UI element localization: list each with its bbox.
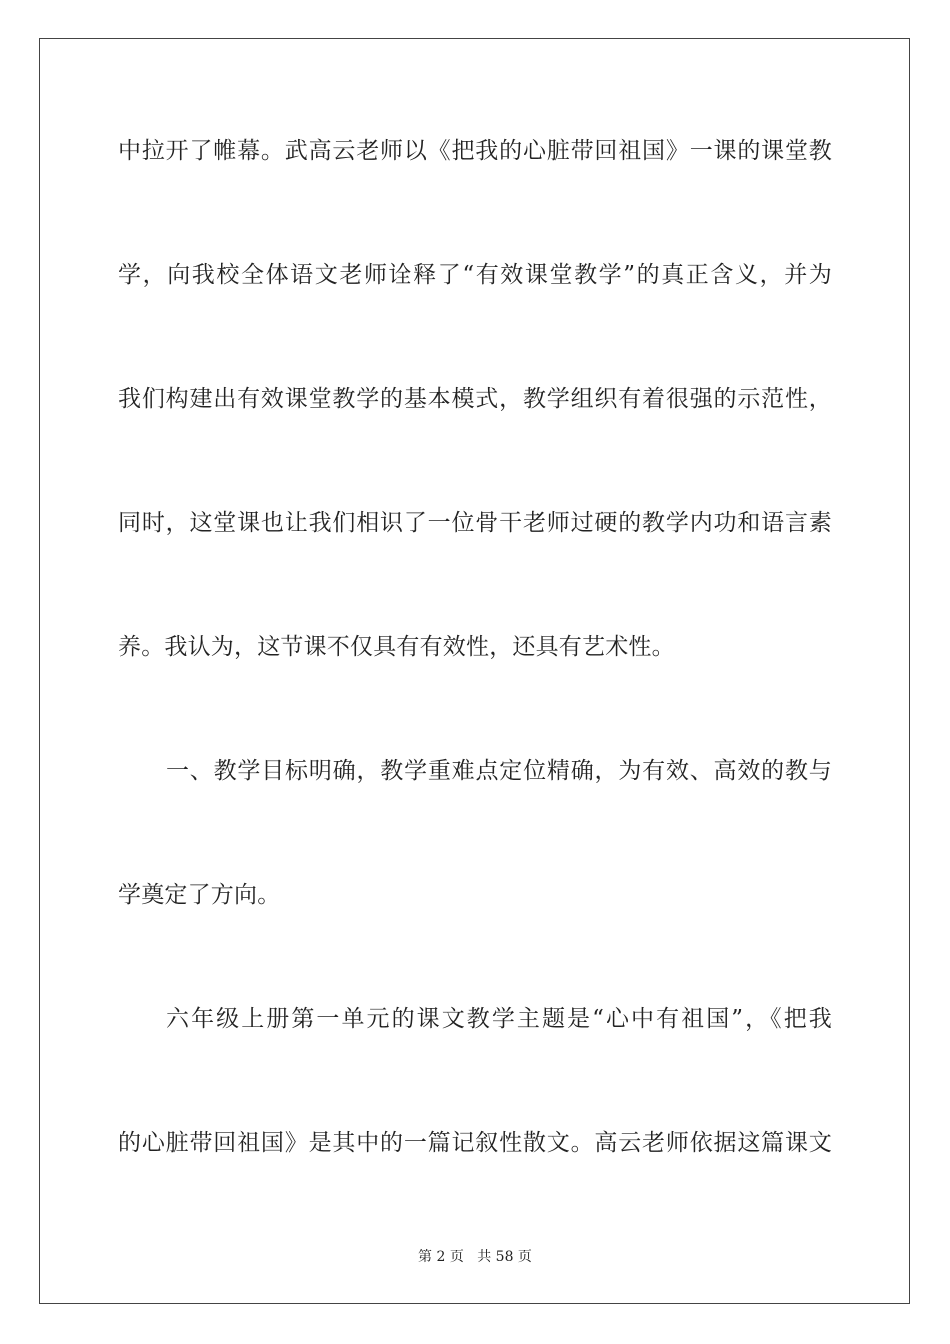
paragraph-line-5: 养。我认为，这节课不仅具有有效性，还具有艺术性。 bbox=[118, 634, 675, 660]
page-frame bbox=[39, 38, 910, 1304]
paragraph-line-8: 六年级上册第一单元的课文教学主题是“心中有祖国”，《把我 bbox=[166, 1006, 832, 1032]
page-number: 第 2 页 bbox=[418, 1249, 464, 1265]
paragraph-line-3: 我们构建出有效课堂教学的基本模式，教学组织有着很强的示范性， bbox=[118, 386, 832, 412]
paragraph-line-1: 中拉开了帷幕。武高云老师以《把我的心脏带回祖国》一课的课堂教 bbox=[118, 138, 832, 164]
paragraph-line-7: 学奠定了方向。 bbox=[118, 882, 281, 908]
paragraph-line-6: 一、教学目标明确，教学重难点定位精确，为有效、高效的教与 bbox=[166, 758, 832, 784]
page-total: 共 58 页 bbox=[477, 1249, 532, 1265]
paragraph-line-9: 的心脏带回祖国》是其中的一篇记叙性散文。高云老师依据这篇课文 bbox=[118, 1130, 832, 1156]
paragraph-line-4: 同时，这堂课也让我们相识了一位骨干老师过硬的教学内功和语言素 bbox=[118, 510, 832, 536]
page-footer bbox=[0, 1248, 950, 1266]
paragraph-line-2: 学，向我校全体语文老师诠释了“有效课堂教学”的真正含义，并为 bbox=[118, 262, 832, 288]
